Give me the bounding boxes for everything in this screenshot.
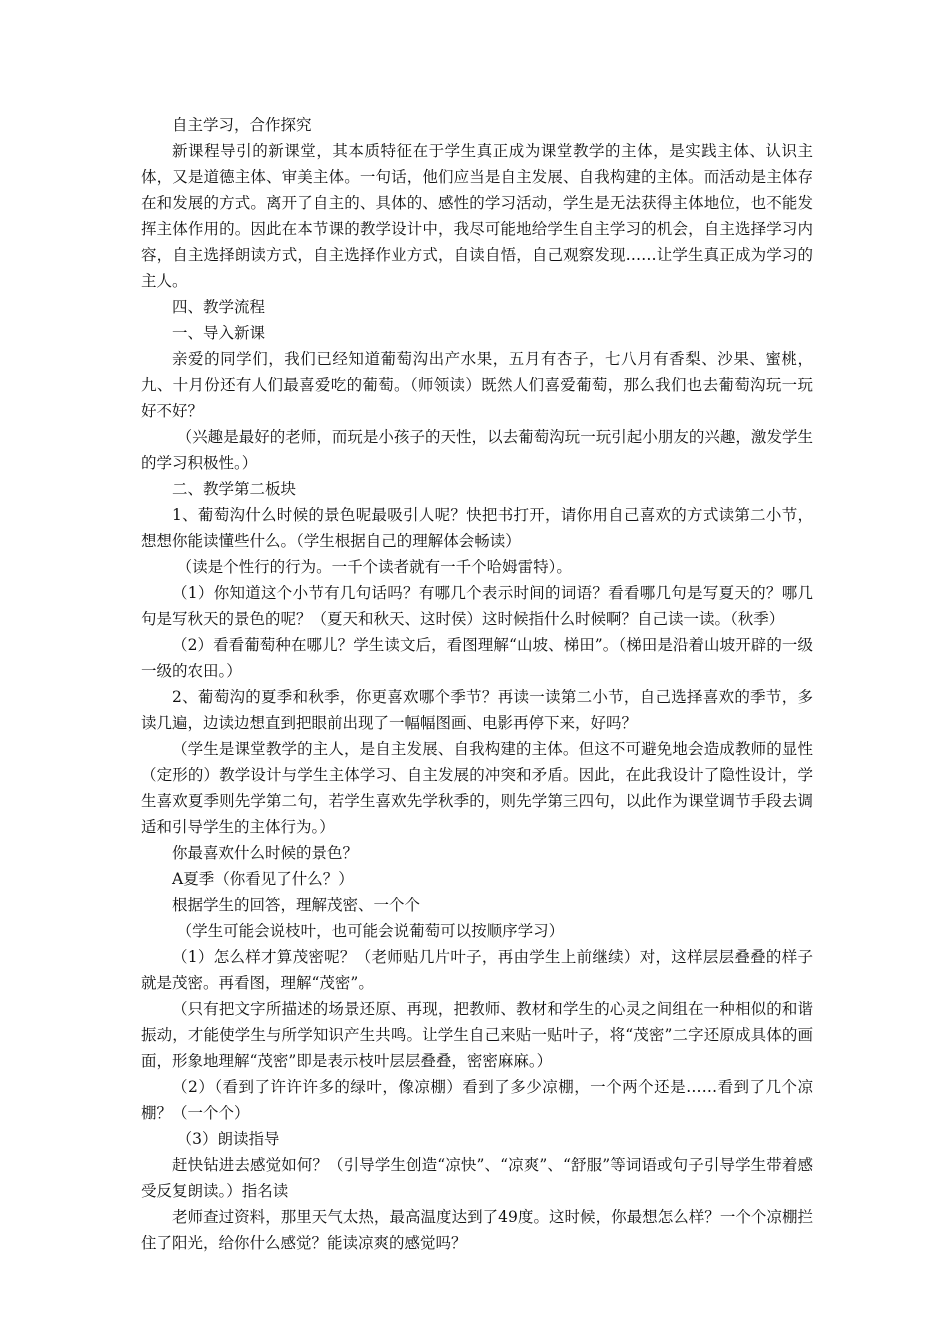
paragraph-interest-note: （兴趣是最好的老师，而玩是小孩子的天性，以去葡萄沟玩一玩引起小朋友的兴趣，激发学生的学习积极性。） — [141, 428, 813, 472]
paragraph-design-note: （学生是课堂教学的主人，是自主发展、自我构建的主体。但这不可避免地会造成教师的显性（定形的）教学设计与学生主体学习、自主发展的冲突和矛盾。因此，在此我设计了隐性设计，学生喜欢夏季则先学第二句，若学生喜欢先学秋季的，则先学第三四句，以此作为课堂调节手段去调适和引导学生的主体行为。） — [141, 740, 813, 836]
paragraph-shade-question: （2）（看到了许许许多的绿叶，像凉棚）看到了多少凉棚，一个两个还是……看到了几个凉棚？（一个个） — [141, 1078, 813, 1122]
paragraph-understand-words: 根据学生的回答，理解茂密、一个个 — [172, 896, 421, 914]
heading-autonomous-learning: 自主学习，合作探究 — [172, 116, 312, 134]
paragraph-question-1: （1）你知道这个小节有几句话吗？有哪几个表示时间的词语？看看哪几句是写夏天的？哪几句是写秋天的景色的呢？（夏天和秋天、这时侯）这时候指什么时候啊？自己读一读。（秋季） — [141, 584, 813, 628]
document-body — [141, 112, 813, 1256]
paragraph-step-1: 1、葡萄沟什么时候的景色呢最吸引人呢？快把书打开，请你用自己喜欢的方式读第二小节，想想你能读懂些什么。（学生根据自己的理解体会畅读） — [141, 506, 813, 550]
paragraph-summer: A夏季（你看见了什么？） — [172, 870, 354, 888]
heading-introduce-lesson: 一、导入新课 — [172, 324, 266, 342]
paragraph-reading-note: （读是个性行的行为。一千个读者就有一千个哈姆雷特）。 — [176, 558, 572, 576]
heading-second-section: 二、教学第二板块 — [172, 480, 297, 498]
paragraph-step-2: 2、葡萄沟的夏季和秋季，你更喜欢哪个季节？再读一读第二小节，自己选择喜欢的季节，多读几遍，边读边想直到把眼前出现了一幅幅图画、电影再停下来，好吗？ — [141, 688, 813, 732]
paragraph-favorite-season: 你最喜欢什么时候的景色？ — [172, 844, 359, 862]
paragraph-feeling-question: 赶快钻进去感觉如何？（引导学生创造“凉快”、“凉爽”、“舒服”等词语或句子引导学生带着感受反复朗读。）指名读 — [141, 1156, 813, 1200]
heading-teaching-process: 四、教学流程 — [172, 298, 266, 316]
paragraph-reading-guidance: （3）朗读指导 — [176, 1130, 280, 1148]
paragraph-temperature: 老师查过资料，那里天气太热，最高温度达到了49度。这时候，你最想怎么样？一个个凉棚拦住了阳光，给你什么感觉？能读凉爽的感觉吗？ — [141, 1208, 813, 1252]
paragraph-question-2: （2）看看葡萄种在哪儿？学生读文后，看图理解“山坡、梯田”。（梯田是沿着山坡开辟的一级一级的农田。） — [141, 636, 813, 680]
paragraph-student-answer-note: （学生可能会说枝叶，也可能会说葡萄可以按顺序学习） — [176, 922, 565, 940]
paragraph-new-curriculum: 新课程导引的新课堂，其本质特征在于学生真正成为课堂教学的主体，是实践主体、认识主体，又是道德主体、审美主体。一句话，他们应当是自主发展、自我构建的主体。而活动是主体存在和发展的方式。离开了自主的、具体的、感性的学习活动，学生是无法获得主体地位，也不能发挥主体作用的。因此在本节课的教学设计中，我尽可能地给学生自主学习的机会，自主选择学习内容，自主选择朗读方式，自主选择作业方式，自读自悟，自己观察发现……让学生真正成为学习的主人。 — [141, 142, 813, 290]
paragraph-dense-question: （1）怎么样才算茂密呢？（老师贴几片叶子，再由学生上前继续）对，这样层层叠叠的样子就是茂密。再看图，理解“茂密”。 — [141, 948, 813, 992]
paragraph-greeting: 亲爱的同学们，我们已经知道葡萄沟出产水果，五月有杏子，七八月有香梨、沙果、蜜桃，九、十月份还有人们最喜爱吃的葡萄。（师领读）既然人们喜爱葡萄，那么我们也去葡萄沟玩一玩好不好？ — [141, 350, 813, 420]
paragraph-scene-note: （只有把文字所描述的场景还原、再现，把教师、教材和学生的心灵之间组在一种相似的和谐振动，才能使学生与所学知识产生共鸣。让学生自己来贴一贴叶子，将“茂密”二字还原成具体的画面，形象地理解“茂密”即是表示枝叶层层叠叠，密密麻麻。） — [141, 1000, 813, 1070]
